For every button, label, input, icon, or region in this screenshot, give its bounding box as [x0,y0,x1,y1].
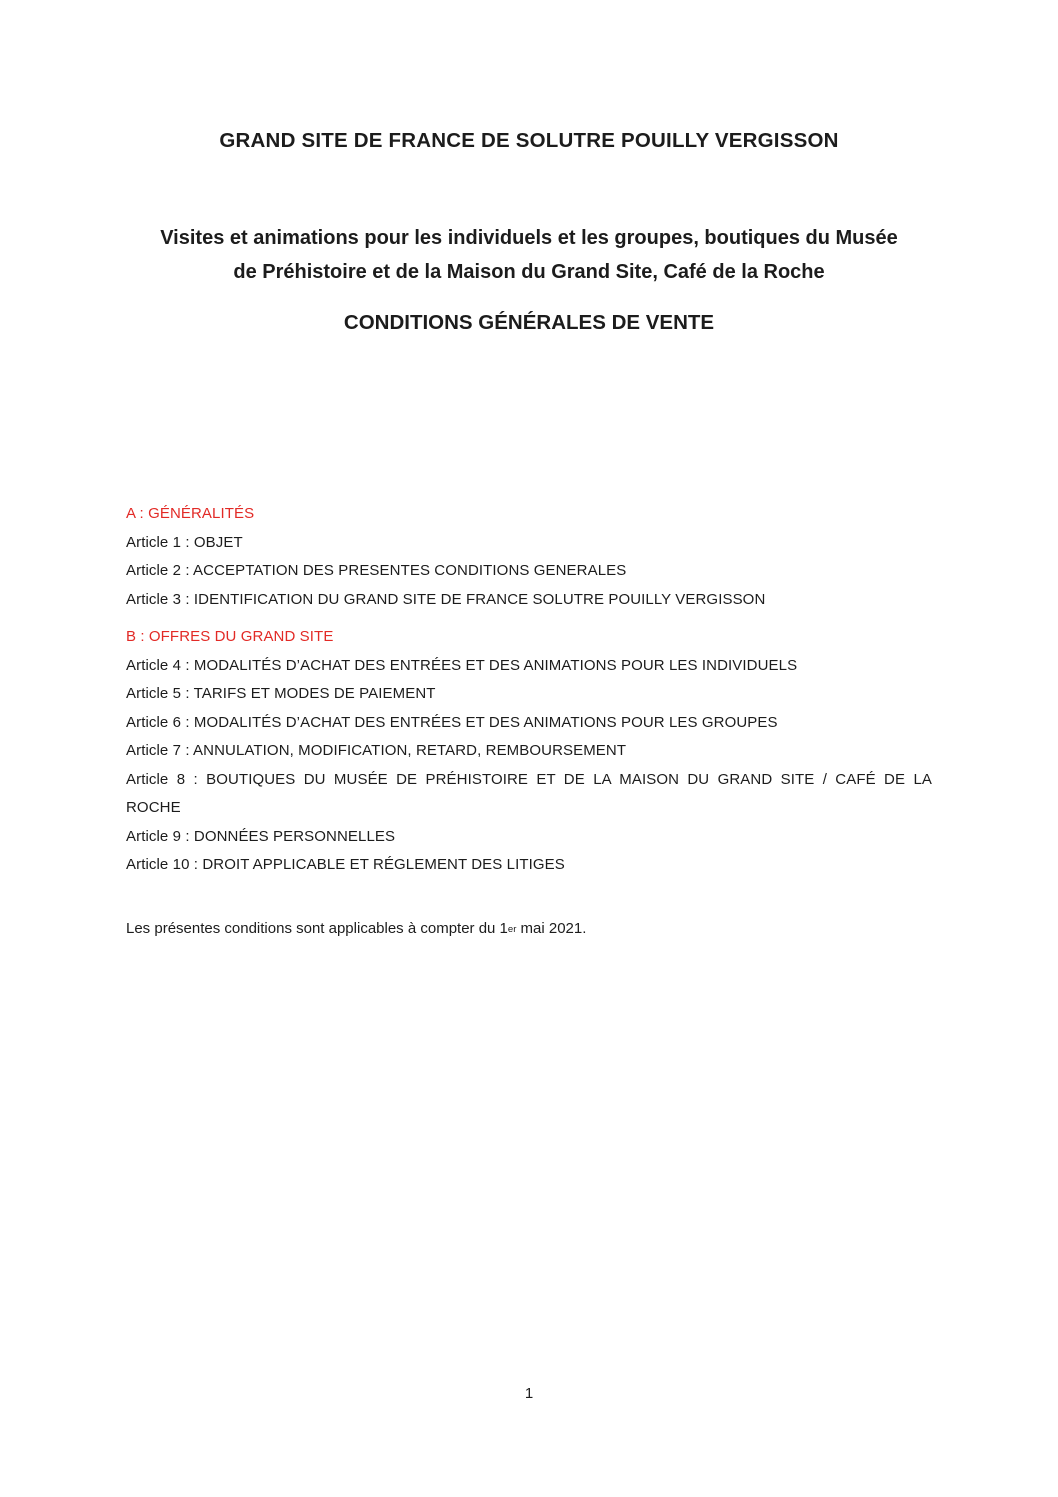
toc-section-a [126,500,932,614]
document-subtitle [126,221,932,289]
toc-article-6: Article 6 : MODALITÉS D’ACHAT DES ENTRÉES ET DES ANIMATIONS POUR LES GROUPES [126,713,778,731]
toc-article-9: Article 9 : DONNÉES PERSONNELLES [126,827,396,845]
toc-section-a-heading: A : GÉNÉRALITÉS [126,505,255,522]
ordinal-superscript: er [507,924,517,935]
toc-section-b [126,623,932,880]
toc-article-8-line-2: ROCHE [126,799,181,816]
document-title: GRAND SITE DE FRANCE DE SOLUTRE POUILLY VERGISSON [219,129,839,152]
toc-article-3: Article 3 : IDENTIFICATION DU GRAND SITE DE FRANCE SOLUTRE POUILLY VERGISSON [126,590,766,608]
toc-article-1: Article 1 : OBJET [126,533,243,551]
toc-article-7: Article 7 : ANNULATION, MODIFICATION, RETARD, REMBOURSEMENT [126,742,627,759]
document-subtitle-line-1: Visites et animations pour les individuels et les groupes, boutiques du Musée [160,227,898,249]
toc-section-b-heading: B : OFFRES DU GRAND SITE [126,628,334,645]
page-number: 1 [524,1385,534,1402]
document-subtitle-line-2: de Préhistoire et de la Maison du Grand Site, Café de la Roche [233,261,825,283]
toc-article-2: Article 2 : ACCEPTATION DES PRESENTES CONDITIONS GENERALES [126,562,627,579]
toc-article-5: Article 5 : TARIFS ET MODES DE PAIEMENT [126,685,436,702]
effective-date-note-prefix: Les présentes conditions sont applicables à compter du 1 [126,920,508,937]
table-of-contents [126,500,932,880]
effective-date-note-suffix: mai 2021. [516,920,587,937]
effective-date-note [126,915,932,944]
toc-article-8-line-1: Article 8 : BOUTIQUES DU MUSÉE DE PRÉHISTOIRE ET DE LA MAISON DU GRAND SITE / CAFÉ DE LA [126,770,932,788]
doc-type-heading: CONDITIONS GÉNÉRALES DE VENTE [343,311,715,334]
toc-article-10: Article 10 : DROIT APPLICABLE ET RÉGLEMENT DES LITIGES [126,856,565,873]
toc-article-4: Article 4 : MODALITÉS D’ACHAT DES ENTRÉES ET DES ANIMATIONS POUR LES INDIVIDUELS [126,656,798,674]
